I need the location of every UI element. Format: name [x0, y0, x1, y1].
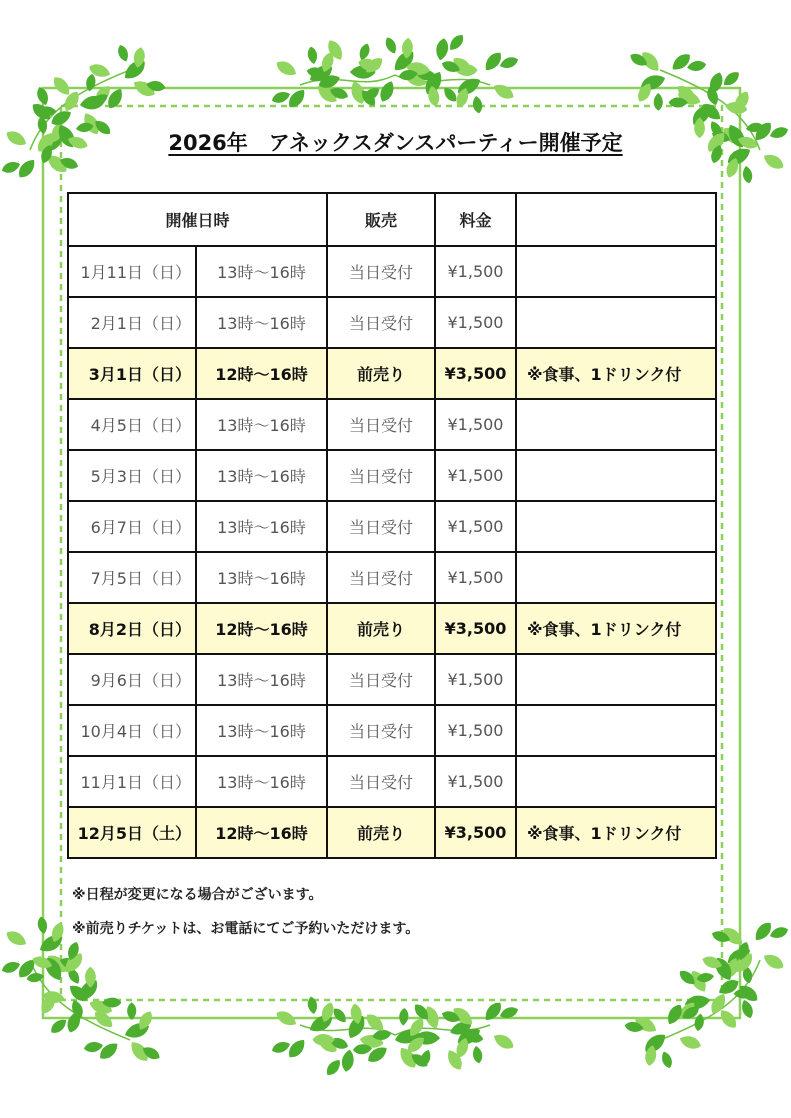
time-cell: 13時〜16時 [196, 705, 327, 756]
note-cell: ※食事、1ドリンク付 [516, 348, 716, 399]
price-cell: ¥1,500 [435, 705, 516, 756]
price-cell: ¥1,500 [435, 552, 516, 603]
leaf-icon [0, 159, 21, 175]
date-cell: 5月3日（日） [68, 450, 196, 501]
date-cell: 8月2日（日） [68, 603, 196, 654]
leaf-icon [324, 1057, 344, 1078]
leaf-icon [0, 959, 21, 975]
sale-cell: 前売り [327, 603, 435, 654]
schedule-table [67, 192, 717, 859]
sale-cell: 前売り [327, 807, 435, 858]
leaf-icon [383, 36, 399, 56]
time-cell: 13時〜16時 [196, 297, 327, 348]
sale-cell: 当日受付 [327, 399, 435, 450]
leaf-icon [752, 919, 775, 944]
price-cell: ¥1,500 [435, 399, 516, 450]
note-cell [516, 654, 716, 705]
leaf-icon [761, 951, 786, 972]
table-row [68, 756, 716, 807]
leaf-icon [36, 916, 48, 935]
leaf-icon [686, 59, 707, 72]
leaf-icon [768, 925, 789, 941]
time-cell: 12時〜16時 [196, 603, 327, 654]
leaf-icon [83, 1040, 104, 1053]
leaf-icon [96, 1039, 121, 1062]
table-row [68, 654, 716, 705]
leaf-icon [472, 95, 484, 114]
leaf-icon [491, 1031, 516, 1052]
sale-cell: 前売り [327, 348, 435, 399]
date-cell: 7月5日（日） [68, 552, 196, 603]
leaf-icon [739, 998, 755, 1019]
time-cell: 13時〜16時 [196, 654, 327, 705]
table-row [68, 450, 716, 501]
leaf-icon [4, 928, 29, 949]
sale-cell: 当日受付 [327, 705, 435, 756]
leaf-icon [306, 996, 318, 1015]
price-cell: ¥1,500 [435, 756, 516, 807]
leaf-icon [669, 50, 694, 73]
sale-cell: 当日受付 [327, 756, 435, 807]
date-cell: 4月5日（日） [68, 399, 196, 450]
sale-cell: 当日受付 [327, 654, 435, 705]
header-datetime: 開催日時 [68, 193, 327, 246]
note-cell: ※食事、1ドリンク付 [516, 603, 716, 654]
time-cell: 13時〜16時 [196, 552, 327, 603]
price-cell: ¥3,500 [435, 807, 516, 858]
header-price: 料金 [435, 193, 516, 246]
date-cell: 3月1日（日） [68, 348, 196, 399]
time-cell: 12時〜16時 [196, 807, 327, 858]
time-cell: 13時〜16時 [196, 246, 327, 297]
table-header-row [68, 193, 716, 246]
note-cell [516, 705, 716, 756]
table-row [68, 603, 716, 654]
note-cell [516, 246, 716, 297]
date-cell: 9月6日（日） [68, 654, 196, 705]
leaf-icon [285, 1036, 308, 1061]
leaf-icon [678, 1033, 703, 1052]
table-row [68, 246, 716, 297]
leaf-icon [660, 1050, 675, 1070]
leaf-icon [15, 156, 38, 181]
footnote-schedule-change: ※日程が変更になる場合がございます。 [72, 887, 323, 903]
time-cell: 13時〜16時 [196, 399, 327, 450]
leaf-icon [721, 69, 742, 89]
table-row [68, 552, 716, 603]
leaf-icon [472, 1045, 484, 1064]
sale-cell: 当日受付 [327, 450, 435, 501]
leaf-icon [270, 1039, 291, 1055]
sale-cell: 当日受付 [327, 297, 435, 348]
time-cell: 12時〜16時 [196, 348, 327, 399]
leaf-icon [340, 1049, 355, 1073]
page-title: 2026年 アネックスダンスパーティー開催予定 [168, 131, 623, 155]
price-cell: ¥3,500 [435, 603, 516, 654]
price-cell: ¥1,500 [435, 450, 516, 501]
table-row [68, 807, 716, 858]
table-row [68, 348, 716, 399]
leaf-icon [447, 32, 467, 53]
price-cell: ¥1,500 [435, 501, 516, 552]
header-note [516, 193, 716, 246]
leaf-icon [270, 89, 291, 105]
time-cell: 13時〜16時 [196, 450, 327, 501]
note-cell [516, 501, 716, 552]
leaf-icon [116, 43, 131, 63]
leaf-icon [491, 81, 516, 102]
leaf-icon [377, 79, 397, 104]
header-sale: 販売 [327, 193, 435, 246]
price-cell: ¥1,500 [435, 297, 516, 348]
sale-cell: 当日受付 [327, 552, 435, 603]
note-cell [516, 756, 716, 807]
date-cell: 10月4日（日） [68, 705, 196, 756]
date-cell: 6月7日（日） [68, 501, 196, 552]
footnotes [72, 884, 419, 952]
date-cell: 1月11日（日） [68, 246, 196, 297]
table-row [68, 705, 716, 756]
leaf-icon [742, 165, 754, 184]
note-cell [516, 552, 716, 603]
leaf-icon [654, 93, 663, 111]
note-cell [516, 450, 716, 501]
table-row [68, 501, 716, 552]
footnote-advance-ticket: ※前売りチケットは、お電話にてご予約いただけます。 [72, 921, 420, 937]
price-cell: ¥1,500 [435, 654, 516, 705]
leaf-icon [274, 58, 299, 79]
leaf-icon [434, 37, 449, 61]
price-cell: ¥1,500 [435, 246, 516, 297]
leaf-icon [482, 999, 505, 1024]
note-cell: ※食事、1ドリンク付 [516, 807, 716, 858]
leaf-icon [357, 42, 372, 62]
date-cell: 12月5日（土） [68, 807, 196, 858]
table-row [68, 399, 716, 450]
sale-cell: 当日受付 [327, 246, 435, 297]
date-cell: 11月1日（日） [68, 756, 196, 807]
leaf-icon [498, 55, 519, 71]
note-cell [516, 399, 716, 450]
time-cell: 13時〜16時 [196, 501, 327, 552]
table-row [68, 297, 716, 348]
leaf-icon [306, 46, 318, 65]
price-cell: ¥3,500 [435, 348, 516, 399]
note-cell [516, 297, 716, 348]
leaf-icon [398, 1008, 409, 1026]
date-cell: 2月1日（日） [68, 297, 196, 348]
time-cell: 13時〜16時 [196, 756, 327, 807]
sale-cell: 当日受付 [327, 501, 435, 552]
leaf-icon [482, 49, 505, 74]
